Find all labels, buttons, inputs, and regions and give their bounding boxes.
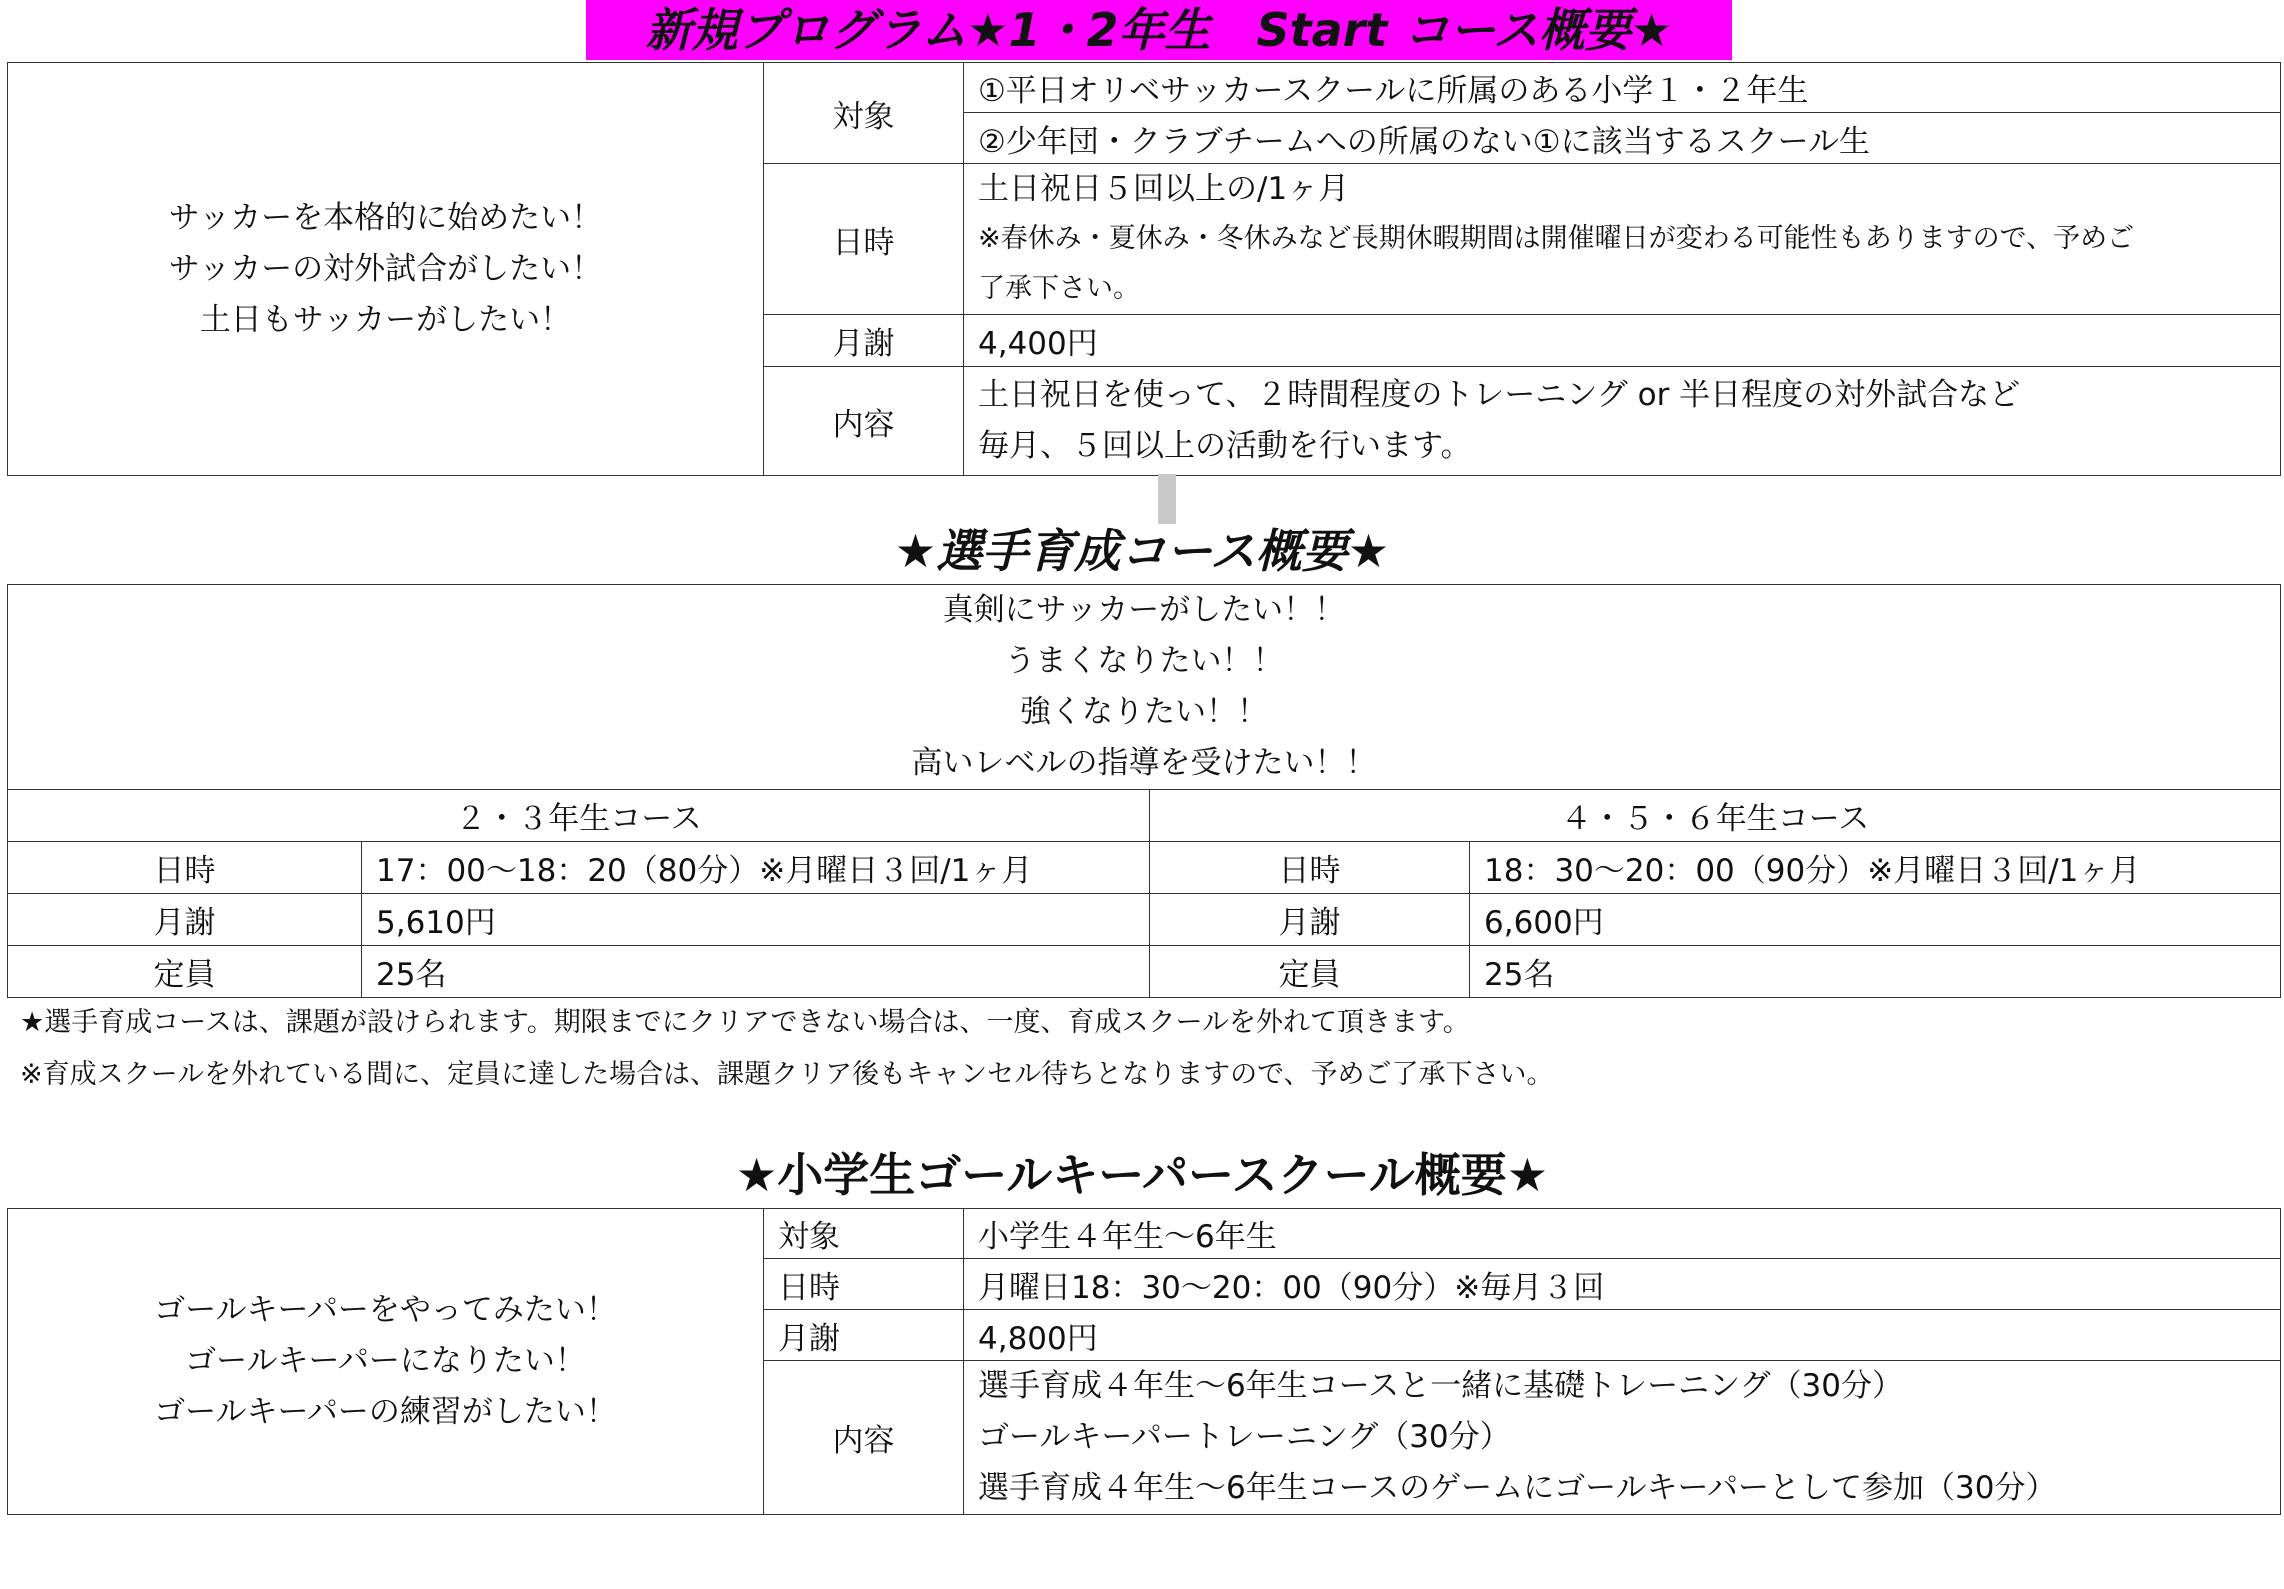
fee-value: 4,400円: [964, 315, 2281, 367]
start-course-title: 新規プログラム★1・2年生 Start コース概要★: [586, 0, 1732, 60]
content-line: 選手育成４年生～6年生コースのゲームにゴールキーパーとして参加（30分）: [978, 1470, 2057, 1506]
content-cell: [964, 367, 2281, 476]
course-b-datetime-value: 18：30～20：00（90分）※月曜日３回/1ヶ月: [1470, 842, 2281, 894]
gk-datetime-label: 日時: [764, 1259, 964, 1310]
appeal-line: 高いレベルの指導を受けたい！！: [911, 745, 1377, 781]
gk-target-value: 小学生４年生～6年生: [964, 1209, 2281, 1259]
goalkeeper-appeal: [8, 1209, 764, 1515]
appeal-line: ゴールキーパーになりたい！: [185, 1343, 586, 1379]
course-a-datetime-label: 日時: [8, 842, 362, 894]
course-b-name: ４・５・６年生コース: [1150, 790, 2281, 842]
content-line: ゴールキーパートレーニング（30分）: [978, 1419, 1511, 1455]
appeal-line: ゴールキーパーの練習がしたい！: [154, 1394, 617, 1430]
course-a-fee-label: 月謝: [8, 894, 362, 946]
appeal-line: 真剣にサッカーがしたい！！: [942, 592, 1346, 628]
start-course-table: [7, 62, 2281, 476]
course-b-capacity-value: 25名: [1470, 946, 2281, 998]
course-b-datetime-label: 日時: [1150, 842, 1470, 894]
appeal-line: サッカーの対外試合がしたい！: [168, 250, 603, 287]
development-course-table: [7, 584, 2281, 998]
course-b-fee-value: 6,600円: [1470, 894, 2281, 946]
appeal-line: うまくなりたい！！: [1004, 643, 1284, 679]
development-appeal: [8, 585, 2281, 790]
gk-target-label: 対象: [764, 1209, 964, 1259]
target-value-1: ①平日オリベサッカースクールに所属のある小学１・２年生: [964, 63, 2281, 113]
goalkeeper-school-table: [7, 1208, 2281, 1515]
target-value-2: ②少年団・クラブチームへの所属のない①に該当するスクール生: [964, 113, 2281, 164]
content-label: 内容: [764, 367, 964, 476]
datetime-value: 土日祝日５回以上の/1ヶ月: [978, 171, 1350, 207]
appeal-line: ゴールキーパーをやってみたい！: [154, 1292, 617, 1328]
appeal-line: 土日もサッカーがしたい！: [199, 301, 572, 338]
content-line: 選手育成４年生～6年生コースと一緒に基礎トレーニング（30分）: [978, 1368, 1903, 1404]
datetime-label: 日時: [764, 164, 964, 315]
start-course-appeal: [8, 63, 764, 476]
course-a-datetime-value: 17：00～18：20（80分）※月曜日３回/1ヶ月: [362, 842, 1150, 894]
content-line: 土日祝日を使って、２時間程度のトレーニング or 半日程度の対外試合など: [978, 377, 2021, 413]
development-footnote-2: ※育成スクールを外れている間に、定員に達した場合は、課題クリア後もキャンセル待ちとなりますので、予めご了承下さい。: [20, 1059, 1554, 1090]
target-label: 対象: [764, 63, 964, 164]
gk-fee-label: 月謝: [764, 1310, 964, 1361]
course-a-capacity-label: 定員: [8, 946, 362, 998]
gk-fee-value: 4,800円: [964, 1310, 2281, 1361]
development-footnote-1: ★選手育成コースは、課題が設けられます。期限までにクリアできない場合は、一度、育成スクールを外れて頂きます。: [20, 1007, 1470, 1038]
gk-content-label: 内容: [764, 1361, 964, 1515]
section-connector: [1158, 474, 1176, 524]
course-a-name: ２・３年生コース: [8, 790, 1150, 842]
appeal-line: サッカーを本格的に始めたい！: [168, 199, 603, 236]
datetime-cell: [964, 164, 2281, 315]
content-line: 毎月、５回以上の活動を行います。: [978, 428, 1472, 464]
appeal-line: 強くなりたい！！: [1020, 694, 1268, 730]
course-b-capacity-label: 定員: [1150, 946, 1470, 998]
course-a-capacity-value: 25名: [362, 946, 1150, 998]
gk-datetime-value: 月曜日18：30～20：00（90分）※毎月３回: [964, 1259, 2281, 1310]
development-course-title: ★選手育成コース概要★: [894, 524, 1390, 578]
gk-content-cell: [964, 1361, 2281, 1515]
goalkeeper-school-title: ★小学生ゴールキーパースクール概要★: [735, 1148, 1549, 1202]
datetime-note: ※春休み・夏休み・冬休みなど長期休暇期間は開催曜日が変わる可能性もありますので、予めご: [978, 223, 2135, 254]
fee-label: 月謝: [764, 315, 964, 367]
datetime-note: 了承下さい。: [978, 273, 1140, 304]
course-a-fee-value: 5,610円: [362, 894, 1150, 946]
course-b-fee-label: 月謝: [1150, 894, 1470, 946]
